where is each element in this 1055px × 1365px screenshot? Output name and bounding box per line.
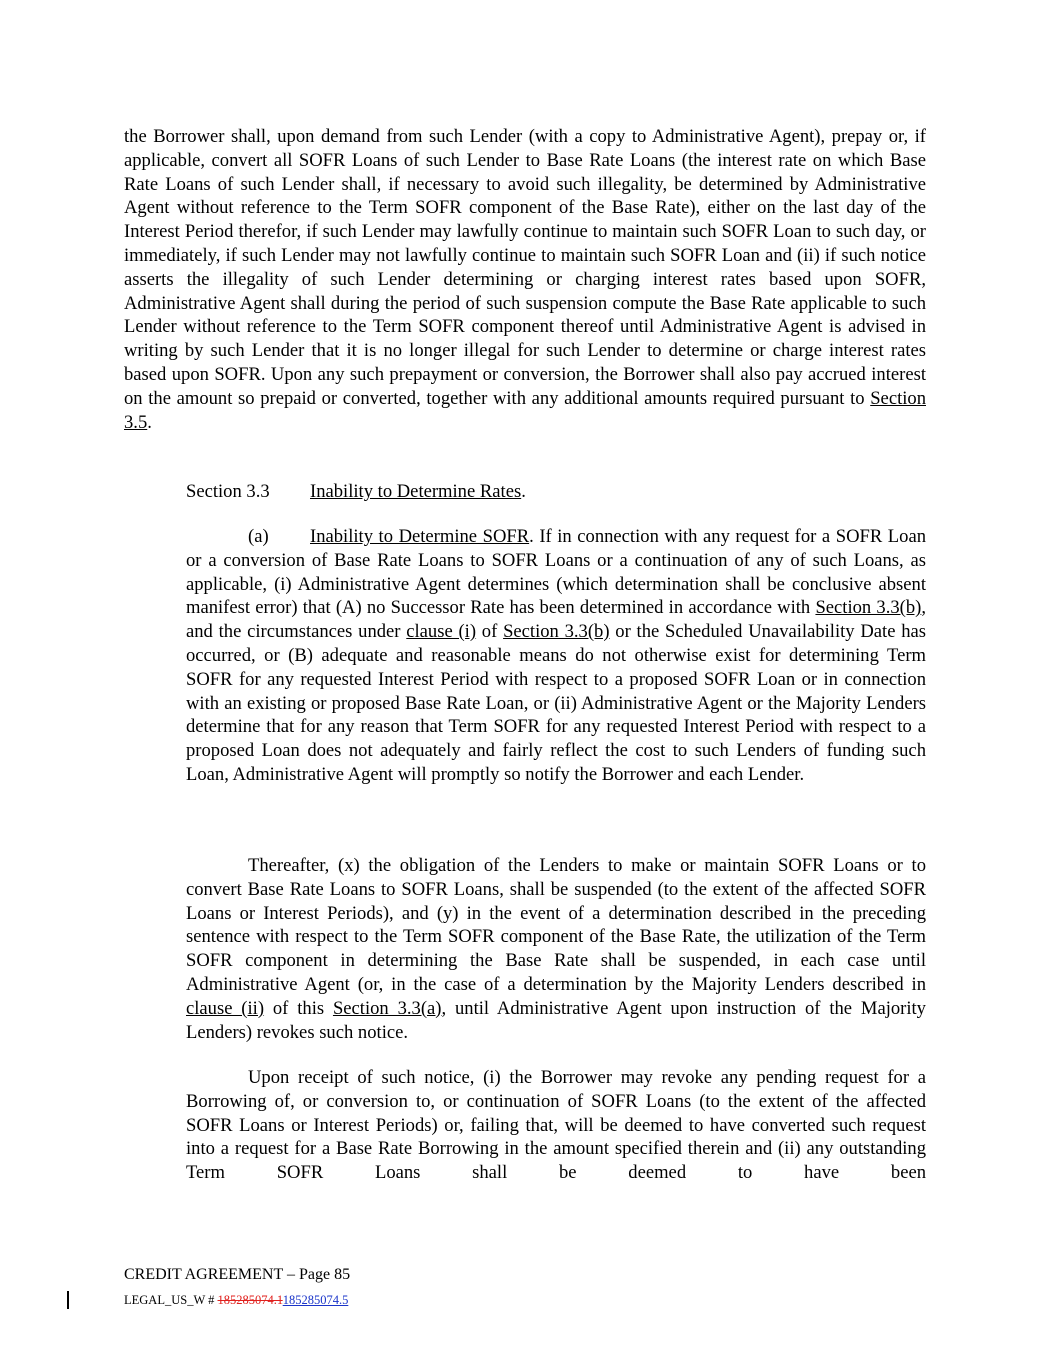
thereafter-text-3: , until Administrative Agent upon instruction of the Majority Lenders) revokes such notice. [186,997,926,1043]
inserted-document-number: 185285074.5 [282,1293,349,1307]
section-3-3-a-reference: Section 3.3(a) [332,997,442,1019]
paragraph-illegality-continued [124,125,926,434]
section-title-end: . [521,481,526,502]
section-3-3-b-reference-2: Section 3.3(b) [503,621,610,643]
clause-text-3: of [476,621,504,643]
paragraph-end: . [147,411,152,433]
clause-i-reference: clause (i) [406,621,477,643]
footer-document-id [124,1293,348,1308]
paragraph-upon-receipt [186,1066,926,1185]
paragraph-thereafter [186,854,926,1044]
upon-receipt-text: Upon receipt of such notice, (i) the Borrower may revoke any pending request for a Borrowing of, or conversion to, or continuation of SOFR Loans (to the extent of the affected SOFR Loans or Interest Periods) or, failing that, will be deemed to have converted such request into a request for a Base Rate Borrowing in the amount specified therein and (ii) any outstanding Term SOFR Loans shall be deemed to have been [186,1067,926,1184]
clause-text-1: . If in connection with any request for a SOFR Loan or a conversion of Base Rate Loans to SOFR Loans or a continuation of any of such Loans, as applicable, (i) Administrative Agent determines (which determination shall be conclusive absent manifest error) that (A) no Successor Rate has been determined in accordance with [186,526,926,619]
thereafter-text-2: of this [264,997,333,1019]
section-3-3-b-reference: Section 3.3(b) [815,597,922,619]
deleted-document-number: 185285074.1 [217,1293,283,1307]
section-title: Inability to Determine Rates [310,481,522,502]
clause-ii-reference: clause (ii) [186,997,265,1019]
paragraph-a-inability-to-determine-sofr [186,525,926,787]
thereafter-text-1: Thereafter, (x) the obligation of the Lenders to make or maintain SOFR Loans or to convert Base Rate Loans to SOFR Loans, shall be suspended (to the extent of the affected SOFR Loans or Interest Periods), and (y) in the event of a determination described in the preceding sentence with respect to the Term SOFR component of the Base Rate, the utilization of the Term SOFR component in determining the Base Rate shall be suspended, in each case until Administrative Agent (or, in the case of a determination by the Majority Lenders described in [186,855,926,995]
section-3-3-heading [186,480,926,504]
revision-change-bar [67,1291,69,1309]
section-3-5-reference: Section 3.5 [124,387,926,433]
footer-title: CREDIT AGREEMENT – Page 85 [124,1266,351,1283]
clause-label: (a) [248,526,269,547]
clause-text-4: or the Scheduled Unavailability Date has occurred, or (B) adequate and reasonable means do not otherwise exist for determining Term SOFR for any requested Interest Period with respect to a proposed SOFR Loan or in connection with an existing or proposed Base Rate Loan, or (ii) Administrative Agent or the Majority Lenders determine that for any reason that Term SOFR for any requested Interest Period with respect to a proposed Loan does not adequately and fairly reflect the cost to such Lenders of funding such Loan, Administrative Agent will promptly so notify the Borrower and each Lender. [186,621,927,785]
paragraph-text: the Borrower shall, upon demand from such Lender (with a copy to Administrative Agent), prepay or, if applicable, convert all SOFR Loans of such Lender to Base Rate Loans (the interest rate on which Base Rate Loans of such Lender shall, if necessary to avoid such illegality, be determined by Administrative Agent without reference to the Term SOFR component of the Base Rate), either on the last day of the Interest Period therefor, if such Lender may lawfully continue to maintain such SOFR Loan to such day, or immediately, if such Lender may not lawfully continue to maintain such SOFR Loan and (ii) if such notice asserts the illegality of such Lender determining or charging interest rates based upon SOFR, Administrative Agent shall during the period of such suspension compute the Base Rate applicable to such Lender without reference to the Term SOFR component thereof until Administrative Agent is advised in writing by such Lender that it is no longer illegal for such Lender to determine or charge interest rates based upon SOFR. Upon any such prepayment or conversion, the Borrower shall also pay accrued interest on the amount so prepaid or converted, together with any additional amounts required pursuant to [124,126,926,409]
clause-text-2: , and the circumstances under [186,597,926,643]
clause-heading: Inability to Determine SOFR [310,526,530,547]
document-id-prefix: LEGAL_US_W # [124,1293,218,1307]
section-number: Section 3.3 [186,481,270,502]
